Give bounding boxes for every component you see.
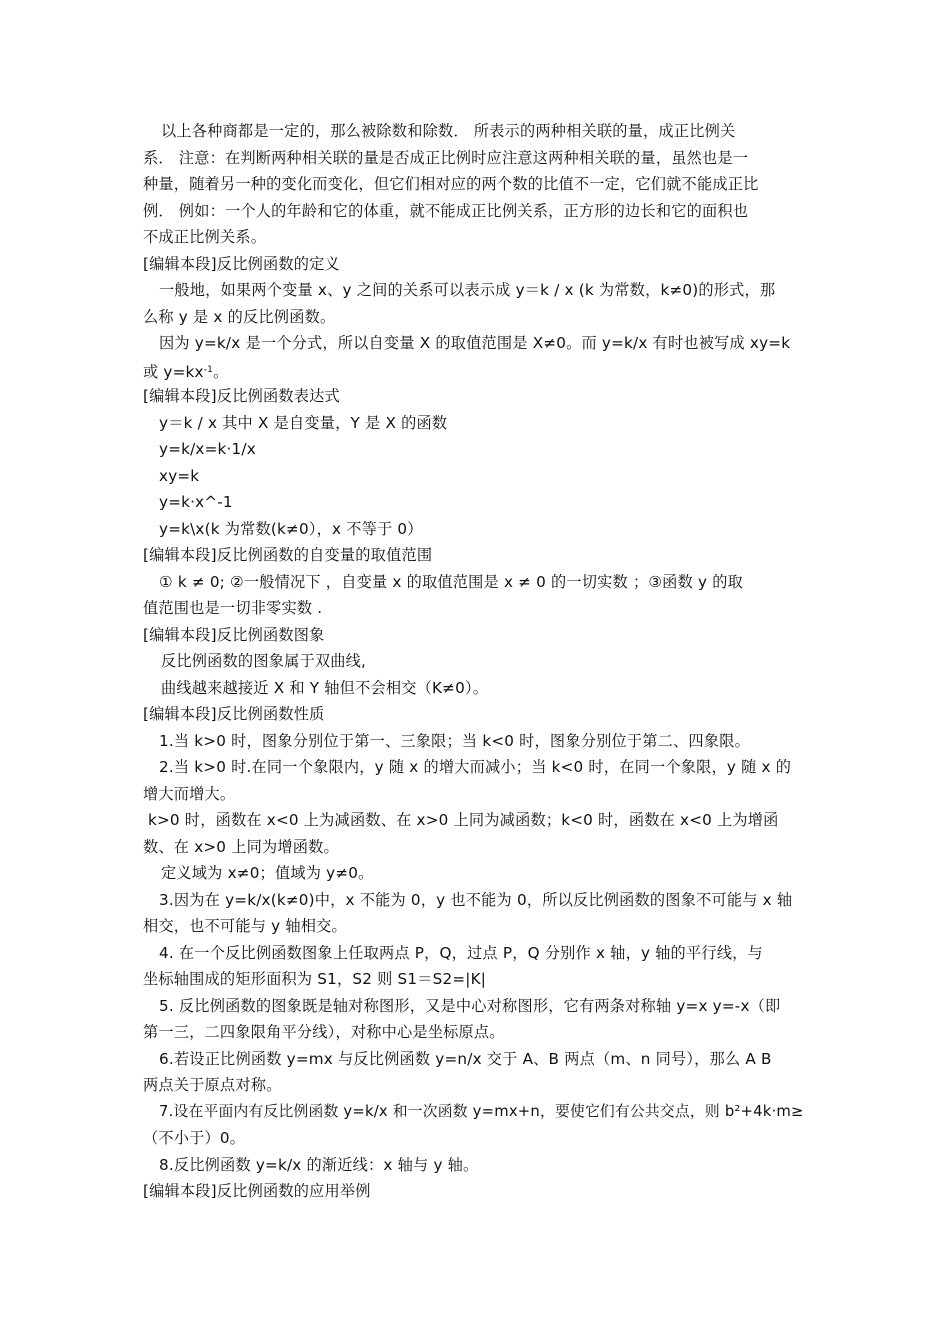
formula-line: y＝k / x 其中 X 是自变量，Y 是 X 的函数 — [159, 413, 448, 432]
list-item: 6.若设正比例函数 y=mx 与反比例函数 y=n/x 交于 A、B 两点（m、n 同号），那么 A B — [159, 1049, 772, 1068]
list-item: 3.因为在 y=k/x(k≠0)中，x 不能为 0，y 也不能为 0，所以反比例函数的图象不可能与 x 轴 — [159, 890, 793, 909]
list-item: 7.设在平面内有反比例函数 y=k/x 和一次函数 y=mx+n，要使它们有公共交点，则 b²+4k·m≥ — [159, 1102, 804, 1120]
text-line: 因为 y=k/x 是一个分式，所以自变量 X 的取值范围是 X≠0。而 y=k/x 有时也被写成 xy=k — [159, 334, 791, 352]
text-line: 不成正比例关系。 — [143, 228, 267, 246]
list-item: 4. 在一个反比例函数图象上任取两点 P，Q，过点 P，Q 分别作 x 轴，y 轴的平行线，与 — [159, 943, 763, 962]
list-item: 2.当 k>0 时.在同一个象限内，y 随 x 的增大而减小；当 k<0 时，在同一个象限，y 随 x 的 — [159, 758, 792, 776]
text-line: 数、在 x>0 上同为增函数。 — [143, 837, 339, 856]
text-line: 坐标轴围成的矩形面积为 S1，S2 则 S1＝S2=|K| — [143, 970, 487, 988]
text-line: 两点关于原点对称。 — [143, 1076, 282, 1094]
text-line: 增大而增大。 — [143, 784, 236, 803]
list-item: 5. 反比例函数的图象既是轴对称图形，又是中心对称图形，它有两条对称轴 y=x y=-x（即 — [159, 996, 781, 1015]
superscript: -1 — [203, 364, 214, 375]
section-heading: [编辑本段]反比例函数图象 — [143, 625, 325, 644]
text-line: （不小于）0。 — [143, 1129, 246, 1147]
text-line: ① k ≠ 0; ②一般情况下 ，自变量 x 的取值范围是 x ≠ 0 的一切实数 ；③函数 y 的取 — [159, 572, 743, 591]
text-line: 第一三，二四象限角平分线），对称中心是坐标原点。 — [143, 1023, 505, 1041]
text-line — [143, 357, 811, 384]
text-line: 定义域为 x≠0；值域为 y≠0。 — [161, 864, 374, 882]
section-heading: [编辑本段]反比例函数的自变量的取值范围 — [143, 546, 433, 564]
text-line: 一般地，如果两个变量 x、y 之间的关系可以表示成 y＝k / x (k 为常数，k≠0)的形式，那 — [159, 281, 776, 299]
text-line: 反比例函数的图象属于双曲线, — [161, 652, 367, 670]
period: 。 — [213, 362, 229, 381]
text-line: 系． 注意：在判断两种相关联的量是否成正比例时应注意这两种相关联的量，虽然也是一 — [143, 148, 749, 167]
text-line: 例． 例如：一个人的年龄和它的体重，就不能成正比例关系，正方形的边长和它的面积也 — [143, 201, 749, 220]
section-heading: [编辑本段]反比例函数的应用举例 — [143, 1182, 371, 1200]
formula-line: y=k·x^-1 — [159, 493, 233, 511]
section-heading: [编辑本段]反比例函数表达式 — [143, 387, 340, 405]
text-line: 么称 y 是 x 的反比例函数。 — [143, 307, 336, 326]
formula-line: y=k/x=k·1/x — [159, 440, 256, 458]
text-line: 种量，随着另一种的变化而变化，但它们相对应的两个数的比值不一定，它们就不能成正比 — [143, 175, 759, 193]
formula-line: xy=k — [159, 466, 200, 485]
text-line: 以上各种商都是一定的，那么被除数和除数． 所表示的两种相关联的量，成正比例关 — [161, 122, 736, 140]
text-line: 曲线越来越接近 X 和 Y 轴但不会相交（K≠0）。 — [161, 678, 489, 697]
list-item: 8.反比例函数 y=k/x 的渐近线：x 轴与 y 轴。 — [159, 1155, 479, 1174]
list-item: 1.当 k>0 时，图象分别位于第一、三象限；当 k<0 时，图象分别位于第二、四象限。 — [159, 731, 750, 750]
text-line: 值范围也是一切非零实数 . — [143, 599, 323, 617]
document-page — [143, 118, 811, 1205]
section-heading: [编辑本段]反比例函数性质 — [143, 705, 325, 723]
text-line: k>0 时，函数在 x<0 上为减函数、在 x>0 上同为减函数；k<0 时，函数在 x<0 上为增函 — [148, 811, 779, 829]
text-line: 相交，也不可能与 y 轴相交。 — [143, 917, 347, 935]
formula-line: y=k\x(k 为常数(k≠0），x 不等于 0） — [159, 519, 423, 538]
formula-text: 或 y=kx — [143, 362, 204, 381]
section-heading: [编辑本段]反比例函数的定义 — [143, 254, 340, 273]
